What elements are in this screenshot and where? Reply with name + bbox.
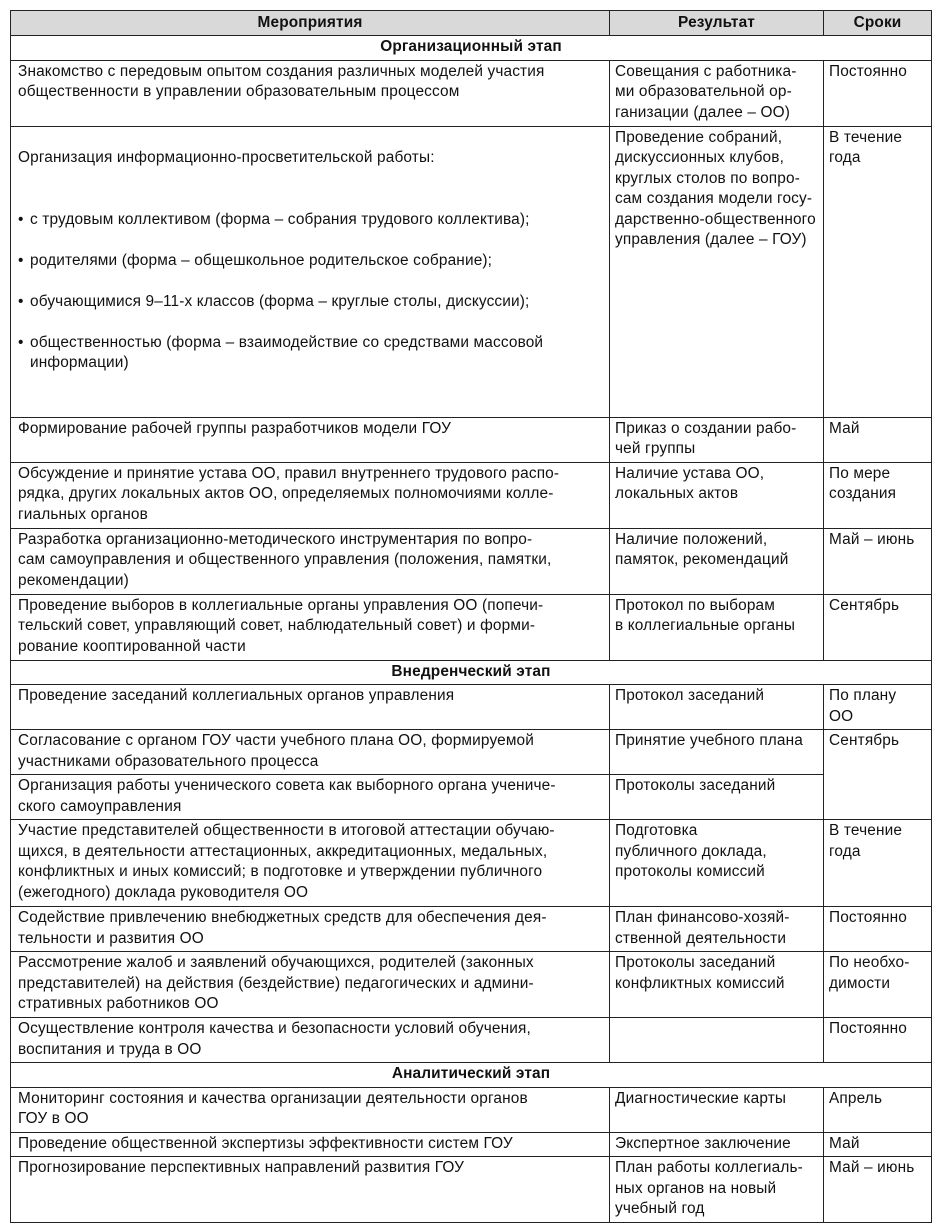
header-deadline: Сроки — [824, 11, 932, 36]
stage-title-organizational: Организационный этап — [11, 36, 932, 61]
list-item: • обучающимися 9–11-х классов (форма – круглые столы, дискуссии); — [18, 292, 605, 313]
table-row — [11, 126, 932, 417]
result-cell: План финансово-хозяй- ственной деятельности — [610, 907, 824, 952]
list-item: • с трудовым коллективом (форма – собрания трудового коллектива); — [18, 210, 605, 231]
activity-cell: Участие представителей общественности в итоговой аттестации обучаю- щихся, в деятельности аттестационных, аккредитационных, медальных, конфликтных и иных комиссий; в подготовке и утверждении публичного (ежегодного) доклада руководителя ОО — [11, 820, 610, 907]
list-item: • родителями (форма – общешкольное родительское собрание); — [18, 251, 605, 272]
deadline-cell: Май – июнь — [824, 1157, 932, 1223]
deadline-cell: По необхо- димости — [824, 952, 932, 1018]
result-cell: Принятие учебного плана — [610, 730, 824, 775]
result-cell: Экспертное заключение — [610, 1132, 824, 1157]
table-row — [11, 730, 932, 775]
stage-title-analytical: Аналитический этап — [11, 1063, 932, 1088]
deadline-cell: В течение года — [824, 820, 932, 907]
table-row — [11, 952, 932, 1018]
deadline-cell: В течение года — [824, 126, 932, 417]
deadline-cell: Постоянно — [824, 60, 932, 126]
header-row — [11, 11, 932, 36]
activity-cell: Осуществление контроля качества и безопасности условий обучения, воспитания и труда в ОО — [11, 1018, 610, 1063]
deadline-cell: По плану ОО — [824, 685, 932, 730]
deadline-cell: Сентябрь — [824, 730, 932, 820]
stage-row — [11, 36, 932, 61]
activity-cell: Разработка организационно-методического инструментария по вопро- сам самоуправления и общественного управления (положения, памятки, рекомендации) — [11, 528, 610, 594]
result-cell: Приказ о создании рабо- чей группы — [610, 417, 824, 462]
result-cell: Подготовка публичного доклада, протоколы комиссий — [610, 820, 824, 907]
activity-cell: Проведение выборов в коллегиальные органы управления ОО (попечи- тельский совет, управляющий совет, наблюдательный совет) и форми- рование кооптированной части — [11, 594, 610, 660]
list-item: • общественностью (форма – взаимодействие со средствами массовой информации) — [18, 333, 605, 374]
activity-cell: Рассмотрение жалоб и заявлений обучающихся, родителей (законных представителей) на действия (бездействие) педагогических и админи- стративных работников ОО — [11, 952, 610, 1018]
deadline-cell: По мере создания — [824, 462, 932, 528]
result-cell — [610, 1018, 824, 1063]
activity-cell: Содействие привлечению внебюджетных средств для обеспечения дея- тельности и развития ОО — [11, 907, 610, 952]
table-row — [11, 1087, 932, 1132]
result-cell: Протокол по выборам в коллегиальные органы — [610, 594, 824, 660]
activity-cell: Обсуждение и принятие устава ОО, правил внутреннего трудового распо- рядка, других локальных актов ОО, определяемых полномочиями колле- гиальных органов — [11, 462, 610, 528]
plan-table — [10, 10, 932, 1223]
table-row — [11, 528, 932, 594]
activity-cell: Проведение заседаний коллегиальных органов управления — [11, 685, 610, 730]
result-cell: Протокол заседаний — [610, 685, 824, 730]
stage-row — [11, 1063, 932, 1088]
deadline-cell: Май — [824, 417, 932, 462]
header-result: Результат — [610, 11, 824, 36]
table-row — [11, 417, 932, 462]
deadline-cell: Постоянно — [824, 1018, 932, 1063]
result-cell: Диагностические карты — [610, 1087, 824, 1132]
table-row — [11, 685, 932, 730]
table-row — [11, 1018, 932, 1063]
table-row — [11, 1157, 932, 1223]
activity-cell: Мониторинг состояния и качества организации деятельности органов ГОУ в ОО — [11, 1087, 610, 1132]
activity-cell: Знакомство с передовым опытом создания различных моделей участия общественности в управлении образовательным процессом — [11, 60, 610, 126]
header-activities: Мероприятия — [11, 11, 610, 36]
table-row — [11, 820, 932, 907]
activity-cell: Прогнозирование перспективных направлений развития ГОУ — [11, 1157, 610, 1223]
table-row — [11, 907, 932, 952]
plan-table-wrapper — [10, 10, 931, 1223]
deadline-cell: Май — [824, 1132, 932, 1157]
result-cell: Проведение собраний, дискуссионных клубов, круглых столов по вопро- сам создания модели госу- дарственно-общественного управления (далее – ГОУ) — [610, 126, 824, 417]
deadline-cell: Постоянно — [824, 907, 932, 952]
activity-cell: Формирование рабочей группы разработчиков модели ГОУ — [11, 417, 610, 462]
result-cell: План работы коллегиаль- ных органов на новый учебный год — [610, 1157, 824, 1223]
table-row — [11, 60, 932, 126]
table-row — [11, 594, 932, 660]
result-cell: Наличие устава ОО, локальных актов — [610, 462, 824, 528]
activity-cell: Организация работы ученического совета как выборного органа учениче- ского самоуправления — [11, 775, 610, 820]
stage-row — [11, 660, 932, 685]
activity-bullet-list — [18, 189, 605, 394]
activity-intro: Организация информационно-просветительской работы: — [18, 149, 435, 166]
activity-cell — [11, 126, 610, 417]
activity-cell: Согласование с органом ГОУ части учебного плана ОО, формируемой участниками образовательного процесса — [11, 730, 610, 775]
result-cell: Протоколы заседаний конфликтных комиссий — [610, 952, 824, 1018]
table-row — [11, 462, 932, 528]
result-cell: Наличие положений, памяток, рекомендаций — [610, 528, 824, 594]
table-row — [11, 775, 932, 820]
stage-title-implementation: Внедренческий этап — [11, 660, 932, 685]
deadline-cell: Май – июнь — [824, 528, 932, 594]
activity-cell: Проведение общественной экспертизы эффективности систем ГОУ — [11, 1132, 610, 1157]
result-cell: Протоколы заседаний — [610, 775, 824, 820]
table-row — [11, 1132, 932, 1157]
result-cell: Совещания с работника- ми образовательной ор- ганизации (далее – ОО) — [610, 60, 824, 126]
deadline-cell: Сентябрь — [824, 594, 932, 660]
deadline-cell: Апрель — [824, 1087, 932, 1132]
